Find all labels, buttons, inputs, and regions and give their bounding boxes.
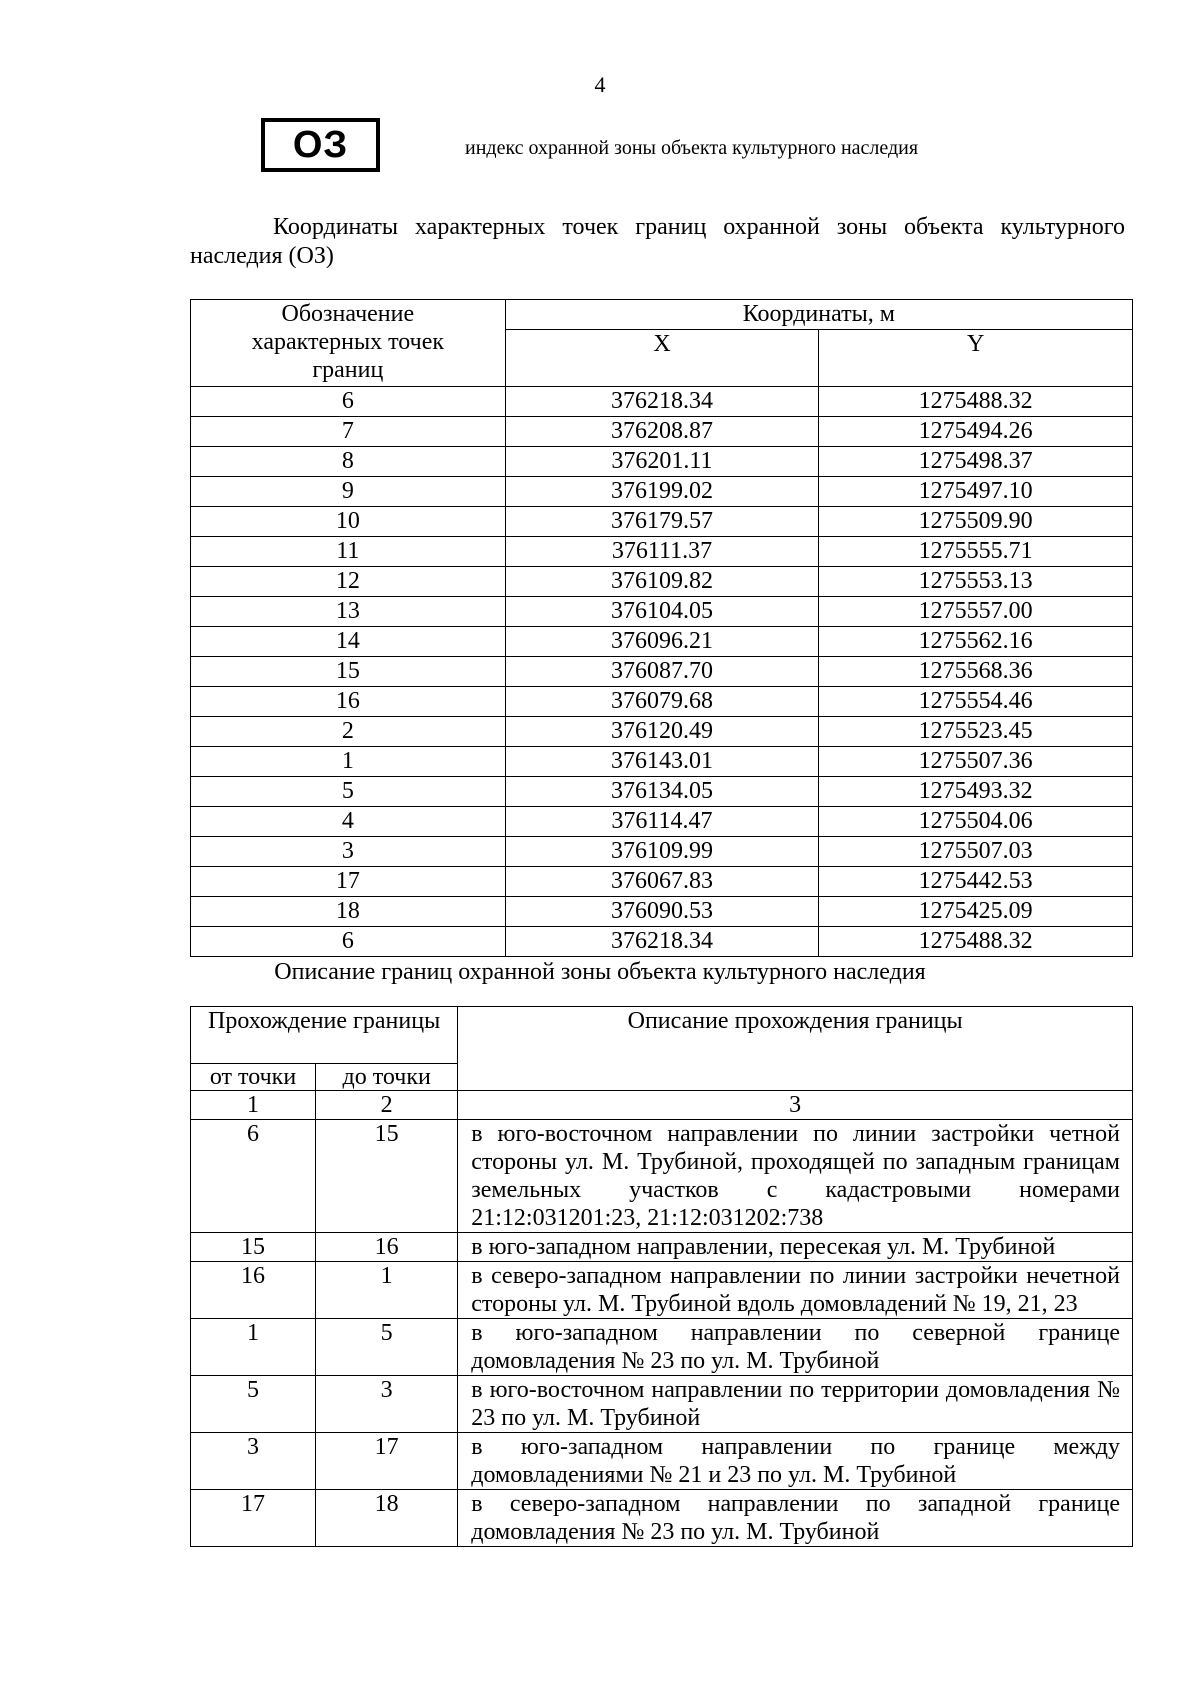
description-heading: Описание границ охранной зоны объекта культурного наследия — [274, 959, 926, 985]
point-designation-cell: 5 — [191, 777, 506, 807]
coordinate-row — [191, 837, 1133, 867]
point-designation-cell: 9 — [191, 477, 506, 507]
coordinate-row — [191, 507, 1133, 537]
boundary-description-cell: в юго-западном направлении по северной границе домовладения № 23 по ул. М. Трубиной — [458, 1319, 1133, 1376]
coordinate-row — [191, 657, 1133, 687]
to-point-cell: 17 — [316, 1433, 458, 1490]
y-coordinate-cell: 1275504.06 — [819, 807, 1133, 837]
point-designation-cell: 14 — [191, 627, 506, 657]
x-coordinate-cell: 376109.99 — [505, 837, 819, 867]
y-coordinate-cell: 1275509.90 — [819, 507, 1133, 537]
to-point-cell: 16 — [316, 1233, 458, 1262]
y-coordinate-cell: 1275497.10 — [819, 477, 1133, 507]
from-point-cell: 3 — [191, 1433, 316, 1490]
point-designation-cell: 15 — [191, 657, 506, 687]
coordinate-row — [191, 627, 1133, 657]
header-x: X — [505, 330, 819, 387]
description-table — [190, 1006, 1133, 1547]
y-coordinate-cell: 1275425.09 — [819, 897, 1133, 927]
boundary-row — [191, 1490, 1133, 1547]
header-to-point: до точки — [316, 1064, 458, 1091]
coordinate-row — [191, 897, 1133, 927]
from-point-cell: 6 — [191, 1120, 316, 1233]
page-number: 4 — [594, 72, 606, 97]
column-number: 2 — [316, 1091, 458, 1120]
coordinate-row — [191, 537, 1133, 567]
boundary-description-cell: в юго-западном направлении по границе между домовладениями № 21 и 23 по ул. М. Трубиной — [458, 1433, 1133, 1490]
from-point-cell: 15 — [191, 1233, 316, 1262]
y-coordinate-cell: 1275568.36 — [819, 657, 1133, 687]
y-coordinate-cell: 1275553.13 — [819, 567, 1133, 597]
column-number: 3 — [458, 1091, 1133, 1120]
coordinate-row — [191, 387, 1133, 417]
boundary-row — [191, 1262, 1133, 1319]
coordinate-row — [191, 687, 1133, 717]
from-point-cell: 17 — [191, 1490, 316, 1547]
x-coordinate-cell: 376179.57 — [505, 507, 819, 537]
zone-legend-description: индекс охранной зоны объекта культурного наследия — [465, 137, 919, 159]
point-designation-cell: 7 — [191, 417, 506, 447]
x-coordinate-cell: 376109.82 — [505, 567, 819, 597]
coordinate-row — [191, 747, 1133, 777]
header-from-point: от точки — [191, 1064, 316, 1091]
x-coordinate-cell: 376218.34 — [505, 387, 819, 417]
coordinate-row — [191, 447, 1133, 477]
header-passage: Прохождение границы — [191, 1007, 458, 1064]
coordinates-table — [190, 299, 1133, 957]
point-designation-cell: 3 — [191, 837, 506, 867]
boundary-description-cell: в юго-восточном направлении по территории домовладения № 23 по ул. М. Трубиной — [458, 1376, 1133, 1433]
y-coordinate-cell: 1275562.16 — [819, 627, 1133, 657]
boundary-description-cell: в юго-восточном направлении по линии застройки четной стороны ул. М. Трубиной, проходящей по западным границам земельных участков с кадастровыми номерами 21:12:031201:23, 21:12:031202:738 — [458, 1120, 1133, 1233]
y-coordinate-cell: 1275507.03 — [819, 837, 1133, 867]
coordinate-row — [191, 417, 1133, 447]
boundary-row — [191, 1120, 1133, 1233]
to-point-cell: 1 — [316, 1262, 458, 1319]
point-designation-cell: 10 — [191, 507, 506, 537]
coordinate-row — [191, 927, 1133, 957]
y-coordinate-cell: 1275493.32 — [819, 777, 1133, 807]
coordinate-row — [191, 717, 1133, 747]
coordinate-row — [191, 477, 1133, 507]
coordinate-row — [191, 867, 1133, 897]
x-coordinate-cell: 376208.87 — [505, 417, 819, 447]
x-coordinate-cell: 376120.49 — [505, 717, 819, 747]
x-coordinate-cell: 376218.34 — [505, 927, 819, 957]
x-coordinate-cell: 376199.02 — [505, 477, 819, 507]
boundary-row — [191, 1319, 1133, 1376]
x-coordinate-cell: 376090.53 — [505, 897, 819, 927]
x-coordinate-cell: 376079.68 — [505, 687, 819, 717]
header-coordinates: Координаты, м — [505, 300, 1132, 330]
x-coordinate-cell: 376114.47 — [505, 807, 819, 837]
header-y: Y — [819, 330, 1133, 387]
point-designation-cell: 18 — [191, 897, 506, 927]
header-description: Описание прохождения границы — [458, 1007, 1133, 1091]
zone-legend-symbol — [261, 118, 380, 172]
x-coordinate-cell: 376067.83 — [505, 867, 819, 897]
y-coordinate-cell: 1275498.37 — [819, 447, 1133, 477]
column-number: 1 — [191, 1091, 316, 1120]
point-designation-cell: 4 — [191, 807, 506, 837]
from-point-cell: 16 — [191, 1262, 316, 1319]
point-designation-cell: 11 — [191, 537, 506, 567]
x-coordinate-cell: 376087.70 — [505, 657, 819, 687]
to-point-cell: 5 — [316, 1319, 458, 1376]
y-coordinate-cell: 1275442.53 — [819, 867, 1133, 897]
boundary-description-cell: в северо-западном направлении по западной границе домовладения № 23 по ул. М. Трубиной — [458, 1490, 1133, 1547]
boundary-description-cell: в северо-западном направлении по линии застройки нечетной стороны ул. М. Трубиной вдоль домовладений № 19, 21, 23 — [458, 1262, 1133, 1319]
coordinate-row — [191, 597, 1133, 627]
to-point-cell: 15 — [316, 1120, 458, 1233]
y-coordinate-cell: 1275494.26 — [819, 417, 1133, 447]
point-designation-cell: 16 — [191, 687, 506, 717]
boundary-row — [191, 1233, 1133, 1262]
from-point-cell: 5 — [191, 1376, 316, 1433]
header-point-designation: Обозначение характерных точек границ — [191, 300, 506, 387]
to-point-cell: 3 — [316, 1376, 458, 1433]
y-coordinate-cell: 1275488.32 — [819, 927, 1133, 957]
zone-code: ОЗ — [292, 124, 349, 166]
point-designation-cell: 6 — [191, 927, 506, 957]
x-coordinate-cell: 376104.05 — [505, 597, 819, 627]
coordinate-row — [191, 777, 1133, 807]
y-coordinate-cell: 1275523.45 — [819, 717, 1133, 747]
x-coordinate-cell: 376143.01 — [505, 747, 819, 777]
y-coordinate-cell: 1275557.00 — [819, 597, 1133, 627]
boundary-row — [191, 1376, 1133, 1433]
x-coordinate-cell: 376134.05 — [505, 777, 819, 807]
x-coordinate-cell: 376111.37 — [505, 537, 819, 567]
to-point-cell: 18 — [316, 1490, 458, 1547]
y-coordinate-cell: 1275488.32 — [819, 387, 1133, 417]
coordinates-heading: Координаты характерных точек границ охранной зоны объекта культурного наследия (ОЗ) — [190, 214, 1125, 269]
point-designation-cell: 2 — [191, 717, 506, 747]
point-designation-cell: 8 — [191, 447, 506, 477]
point-designation-cell: 12 — [191, 567, 506, 597]
point-designation-cell: 13 — [191, 597, 506, 627]
point-designation-cell: 6 — [191, 387, 506, 417]
y-coordinate-cell: 1275555.71 — [819, 537, 1133, 567]
coordinate-row — [191, 567, 1133, 597]
y-coordinate-cell: 1275507.36 — [819, 747, 1133, 777]
boundary-row — [191, 1433, 1133, 1490]
point-designation-cell: 17 — [191, 867, 506, 897]
coordinate-row — [191, 807, 1133, 837]
point-designation-cell: 1 — [191, 747, 506, 777]
boundary-description-cell: в юго-западном направлении, пересекая ул. М. Трубиной — [458, 1233, 1133, 1262]
x-coordinate-cell: 376201.11 — [505, 447, 819, 477]
y-coordinate-cell: 1275554.46 — [819, 687, 1133, 717]
from-point-cell: 1 — [191, 1319, 316, 1376]
x-coordinate-cell: 376096.21 — [505, 627, 819, 657]
